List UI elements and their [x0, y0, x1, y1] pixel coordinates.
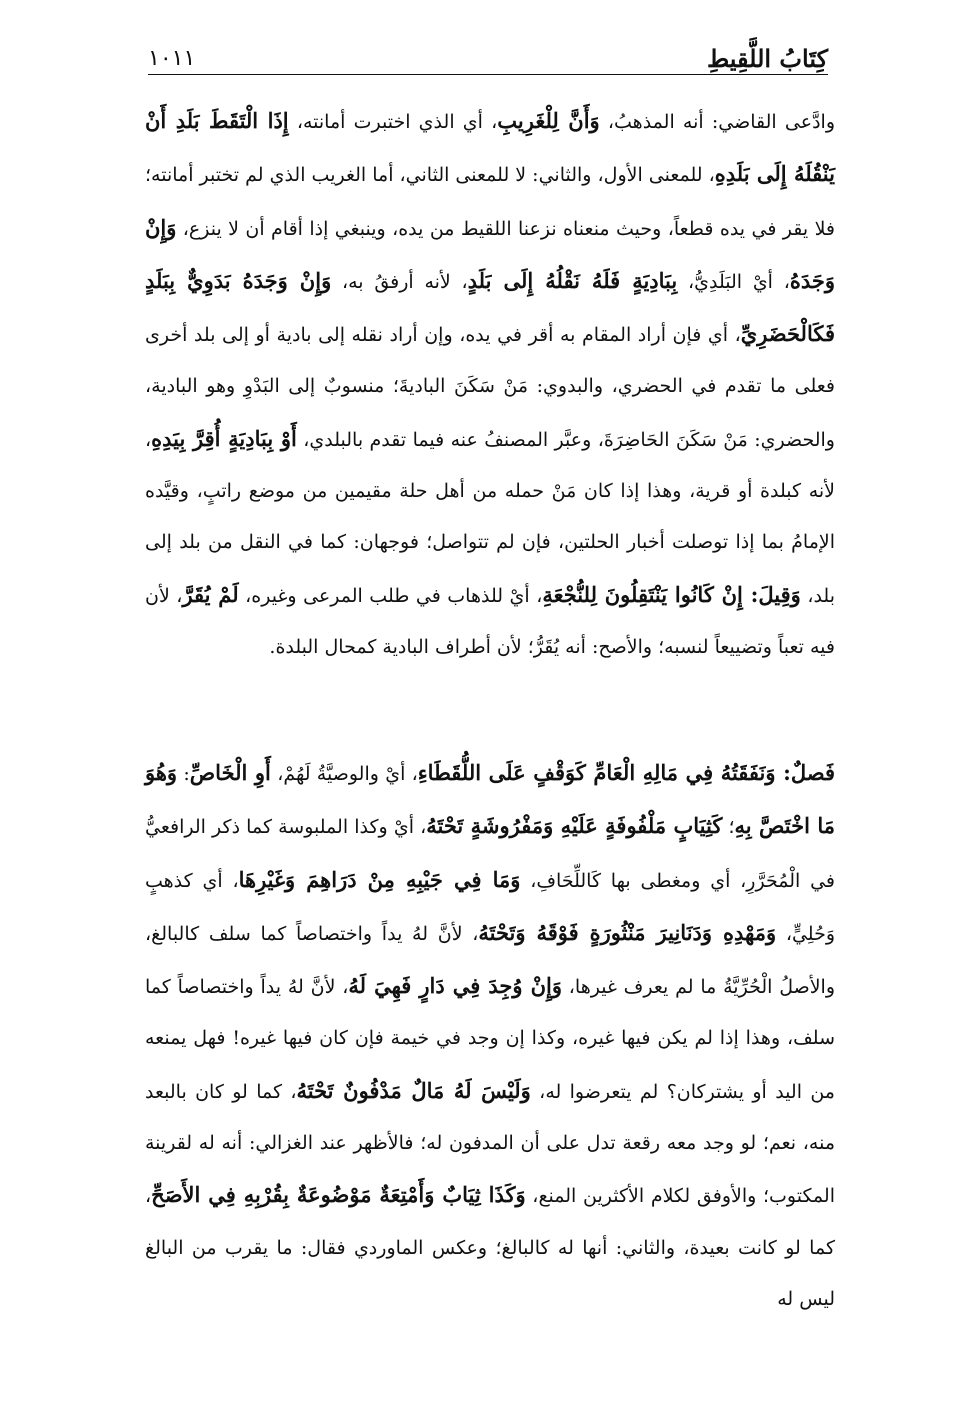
- matn-text: وَلَيْسَ لَهُ مَالٌ مَدْفُونٌ تَحْتَهُ: [296, 1077, 531, 1103]
- matn-text: وَكَذَا ثِيَابٌ وَأَمْتِعَةٌ مَوْضُوعَةٌ بِقُرْبِهِ فِي الأَصَحِّ: [151, 1182, 526, 1208]
- paragraph-1: [145, 95, 835, 673]
- commentary-text: :: [177, 763, 190, 785]
- matn-text: وَمَا فِي جَيْبِهِ مِنْ دَرَاهِمَ وَغَيْرِهَا: [238, 866, 521, 892]
- matn-text: فَصلٌ:: [775, 760, 835, 785]
- matn-text: وَأَنَّ لِلْغَرِيبِ: [497, 108, 600, 133]
- matn-text: وَنَفَقَتُهُ فِي مَالِهِ الْعَامِّ كَوَقْفٍ عَلَى اللُّقَطَاءِ: [417, 760, 776, 785]
- commentary-text: وادَّعى القاضي: أنه المذهبُ،: [599, 111, 835, 133]
- commentary-text: ، لأنه كبلدة أو قرية، وهذا إذا كان مَنْ حمله من أهل حلة مقيمين من موضع راتبٍ، وقيَّده الإمامُ بما إذا توصلت أخبار الحلتين، فإن لم تتواصل؛ فوجهان: كما في النقل من بلد إلى بلد،: [145, 428, 836, 607]
- running-title: كِتَابُ اللَّقِيطِ: [706, 44, 828, 73]
- commentary-text: ، لأنَّ لهُ يداً واختصاصاً كما سلف، وهذا إذا لم يكن فيها غيره، وكذا إن وجد في خيمة فإن كان فيها غيره! فهل يمنعه من اليد أو يشتركان؟ لم يتعرضوا له،: [145, 976, 835, 1103]
- commentary-text: ، لأنه أرفقُ به،: [331, 270, 468, 293]
- commentary-text: ، أيْ البَلَدِيُّ،: [677, 270, 790, 293]
- matn-text: لَمْ يُقَرَّ: [182, 581, 239, 607]
- matn-text: وَهُوَ مَا اخْتَصَّ بِهِ: [145, 760, 835, 839]
- commentary-text: ، للمعنى الأول، والثاني: لا للمعنى الثاني، أما الغريب الذي لم تختبر أمانته؛ فلا يقر في يده قطعاً، وحيث منعناه نزعنا اللقيط من يده، وينبغي إذا أقام أن لا ينزع،: [145, 164, 835, 240]
- commentary-text: ، أيْ وكذا الملبوسة كما ذكر الرافعيُّ في الْمُحَرَّرِ، أي ومغطى بها كَاللِّحَافِ،: [145, 816, 835, 892]
- commentary-text: ، كما لو كان بالبعد منه، نعم؛ لو وجد معه رقعة تدل على أن المدفون له؛ فالأظهر عند الغزالي: أنه له لقرينة المكتوب؛ والأوفق لكلام الأكثرين المنع،: [145, 1080, 835, 1208]
- commentary-text: ، أي فإن أراد المقام به أقر في يده، وإن أراد نقله إلى بادية أو إلى بلد أخرى فعلى ما تقدم في الحضري، والبدوي: مَنْ سَكَنَ الباديةَ؛ منسوبٌ إلى البَدْوِ وهو البادية، والحضري: مَنْ سَكَنَ الحَاضِرَةَ، وعبَّر المصنفُ عنه فيما تقدم بالبلدي،: [145, 324, 835, 451]
- matn-text: وَإِنْ وَجَدَهُ: [145, 214, 835, 293]
- paragraph-text: [145, 747, 835, 1325]
- page-header: [148, 42, 828, 82]
- commentary-text: ، أيْ للذهاب في طلب المرعى وغيره،: [238, 584, 543, 607]
- matn-text: وَإِنْ وُجِدَ فِي دَارٍ فَهِيَ لَهُ: [348, 973, 562, 999]
- paragraph-2: [145, 747, 835, 1325]
- matn-text: إِذَا الْتَقَطَ بَلَدِ أَنْ يَنْقُلَهُ إِلَى بَلَدِهِ: [145, 108, 835, 187]
- commentary-text: ، أيْ والوصيَّةُ لَهُمْ،: [270, 763, 418, 785]
- matn-text: بِبَادِيَةٍ فَلَهُ نَقْلُهُ إِلَى بَلَدٍ: [467, 267, 678, 293]
- commentary-text: ، أي الذي اختبرت أمانته،: [288, 111, 498, 133]
- matn-text: وَإِنْ وَجَدَهُ بَدَوِيٌّ بِبَلَدٍ فَكَالْحَضَرِيِّ: [145, 267, 835, 347]
- header-rule: [148, 74, 828, 75]
- commentary-text: ، كما لو كانت بعيدة، والثاني: أنها له كالبالغ؛ وعكس الماوردي فقال: ما يقرب من البالغ ليس له: [145, 1185, 835, 1310]
- commentary-text: ، لأنَّ لهُ يداً واختصاصاً كما سلف كالبالغ، والأصلُ الْحُرِّيَّةُ ما لم يعرف غيرها،: [145, 922, 836, 999]
- matn-text: وَقِيلَ: إِنْ كَانُوا يَنْتَقِلُونَ لِلنُّجْعَةِ: [542, 581, 801, 607]
- matn-text: أَوْ بِبَادِيَةٍ أُقِرَّ بِيَدِهِ: [151, 425, 297, 451]
- page-number: ١٠١١: [148, 46, 196, 71]
- commentary-text: ، لأن فيه تعباً وتضييعاً لنسبه؛ والأصح: أنه يُقَرُّ؛ لأن أطراف البادية كمحال البلدة.: [145, 584, 835, 658]
- commentary-text: ، أي كذهبٍ وَحُلِيٍّ،: [145, 869, 835, 945]
- matn-text: أَوِ الْخَاصِّ: [189, 760, 271, 785]
- matn-text: كَثِيَابٍ مَلْفُوفَةٍ عَلَيْهِ وَمَفْرُوشَةٍ تَحْتَهُ: [426, 813, 723, 839]
- paragraph-text: [145, 95, 835, 673]
- matn-text: وَمَهْدِهِ وَدَنَانِيرَ مَنْثُورَةٍ فَوْقَهُ وَتَحْتَهُ: [478, 919, 777, 945]
- commentary-text: ؛: [722, 816, 735, 839]
